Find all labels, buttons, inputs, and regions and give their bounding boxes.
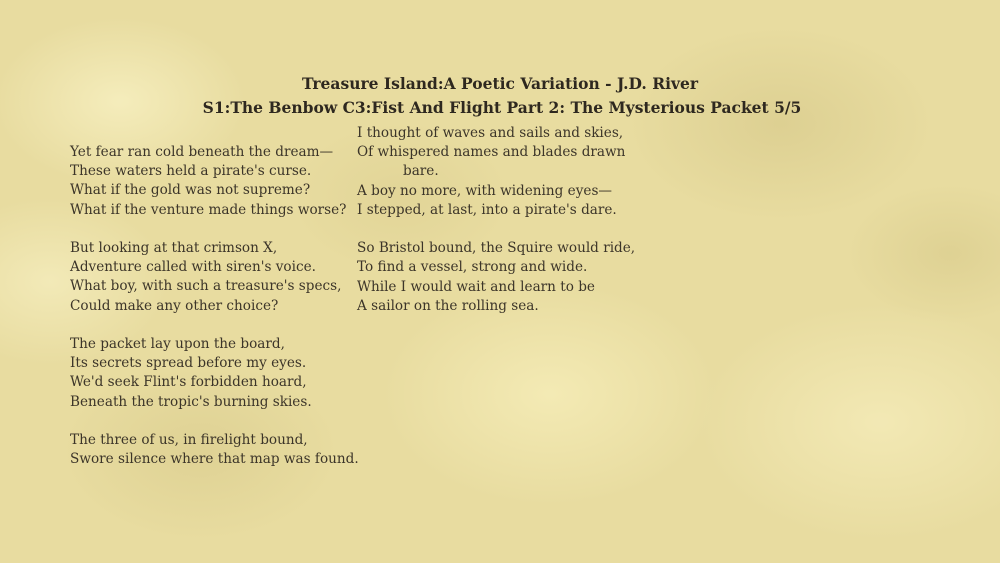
poem-line: These waters held a pirate's curse.	[70, 163, 312, 180]
poem-subtitle: S1:The Benbow C3:Fist And Flight Part 2: The Mysterious Packet 5/5	[202, 98, 802, 117]
poem-line-continuation: bare.	[403, 163, 439, 180]
poem-line: While I would wait and learn to be	[357, 278, 595, 295]
poem-line: What if the gold was not supreme?	[70, 182, 311, 199]
poem-line: To find a vessel, strong and wide.	[357, 259, 588, 276]
poem-line: What if the venture made things worse?	[70, 201, 347, 218]
poem-line: Adventure called with siren's voice.	[70, 259, 316, 276]
poem-title-block	[0, 72, 1000, 120]
poem-line: The packet lay upon the board,	[70, 336, 285, 352]
poem-line: But looking at that crimson X,	[70, 240, 278, 256]
poem-line: Swore silence where that map was found.	[70, 451, 359, 468]
poem-line: I thought of waves and sails and skies,	[357, 125, 624, 141]
poem-line: A boy no more, with widening eyes—	[357, 182, 613, 199]
poem-line: Of whispered names and blades drawn	[357, 144, 626, 161]
poem-line: Yet fear ran cold beneath the dream—	[70, 144, 334, 160]
poem-line: So Bristol bound, the Squire would ride,	[357, 240, 636, 257]
stanza	[70, 431, 359, 469]
stanza	[70, 239, 355, 316]
poem-line: Could make any other choice?	[70, 297, 279, 314]
poem-line: I stepped, at last, into a pirate's dare.	[357, 201, 617, 218]
poem-line: A sailor on the rolling sea.	[357, 297, 539, 314]
stanza	[70, 335, 355, 412]
poem-line: Beneath the tropic's burning skies.	[70, 393, 312, 410]
poem-column-left	[70, 143, 359, 469]
stanza	[357, 239, 647, 316]
poem-line: The three of us, in firelight bound,	[70, 432, 308, 448]
poem-line: What boy, with such a treasure's specs,	[70, 278, 342, 295]
stanza	[70, 143, 355, 220]
poem-column-right	[357, 124, 647, 316]
stanza	[357, 124, 647, 220]
poem-line: Its secrets spread before my eyes.	[70, 355, 307, 372]
poem-line: We'd seek Flint's forbidden hoard,	[70, 374, 307, 391]
poem-title: Treasure Island:A Poetic Variation - J.D. River	[301, 74, 698, 93]
